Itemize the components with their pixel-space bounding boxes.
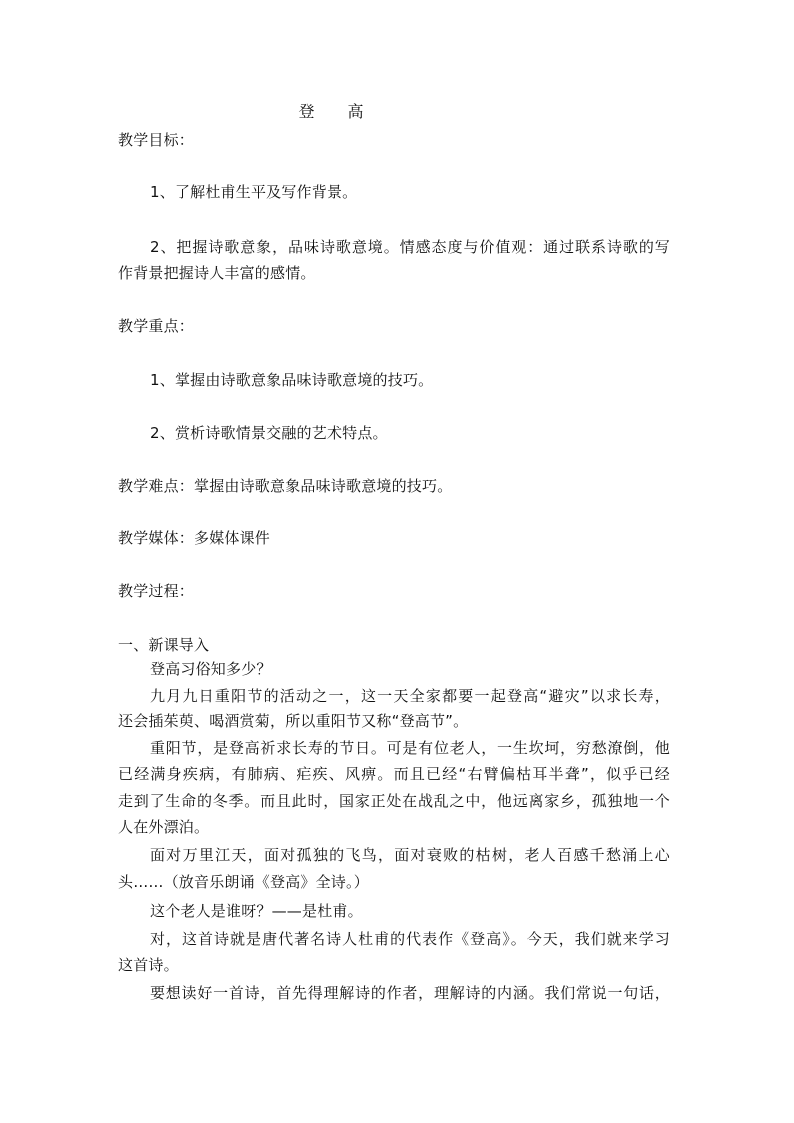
intro-paragraph-6-line-1: 对，这首诗就是唐代著名诗人杜甫的代表作《登高》。今天，我们就来学习 <box>150 930 670 948</box>
intro-paragraph-3-line-4: 人在外漂泊。 <box>118 818 210 836</box>
intro-paragraph-1: 登高习俗知多少？ <box>150 660 272 678</box>
objective-item-2-line-2: 作背景把握诗人丰富的感情。 <box>118 264 316 282</box>
intro-paragraph-4-line-2: 头……（放音乐朗诵《登高》全诗。） <box>118 873 369 891</box>
key-point-item-1: 1、掌握由诗歌意象品味诗歌意境的技巧。 <box>150 371 434 389</box>
intro-paragraph-3-line-3: 走到了生命的冬季。而且此时，国家正处在战乱之中，他远离家乡，孤独地一个 <box>118 792 670 810</box>
intro-paragraph-3-line-2: 已经满身疾病，有肺病、疟疾、风痹。而且已经“右臂偏枯耳半聋”，似乎已经 <box>118 765 670 783</box>
intro-paragraph-4-line-1: 面对万里江天，面对孤独的飞鸟，面对衰败的枯树，老人百感千愁涌上心 <box>150 846 670 864</box>
section-heading-key-points: 教学重点： <box>118 317 195 335</box>
section-heading-objectives: 教学目标： <box>118 131 195 149</box>
intro-paragraph-2-line-1: 九月九日重阳节的活动之一，这一天全家都要一起登高“避灾”以求长寿， <box>150 687 670 705</box>
key-point-item-2: 2、赏析诗歌情景交融的艺术特点。 <box>150 424 388 442</box>
section-heading-process: 教学过程： <box>118 582 195 600</box>
difficult-point: 教学难点：掌握由诗歌意象品味诗歌意境的技巧。 <box>118 477 453 495</box>
intro-paragraph-7-line-1: 要想读好一首诗，首先得理解诗的作者，理解诗的内涵。我们常说一句话， <box>150 984 670 1002</box>
intro-paragraph-6-line-2: 这首诗。 <box>118 956 179 974</box>
teaching-media: 教学媒体：多媒体课件 <box>118 529 271 547</box>
process-heading-introduction: 一、新课导入 <box>118 636 210 654</box>
objective-item-1: 1、了解杜甫生平及写作背景。 <box>150 183 358 201</box>
document-title: 登 高 <box>298 102 378 121</box>
intro-paragraph-3-line-1: 重阳节，是登高祈求长寿的节日。可是有位老人，一生坎坷，穷愁潦倒，他 <box>150 739 670 757</box>
intro-paragraph-5: 这个老人是谁呀？——是杜甫。 <box>150 902 363 920</box>
objective-item-2-line-1: 2、把握诗歌意象，品味诗歌意境。情感态度与价值观：通过联系诗歌的写 <box>150 238 670 256</box>
intro-paragraph-2-line-2: 还会插茱萸、喝酒赏菊，所以重阳节又称“登高节”。 <box>118 712 469 730</box>
